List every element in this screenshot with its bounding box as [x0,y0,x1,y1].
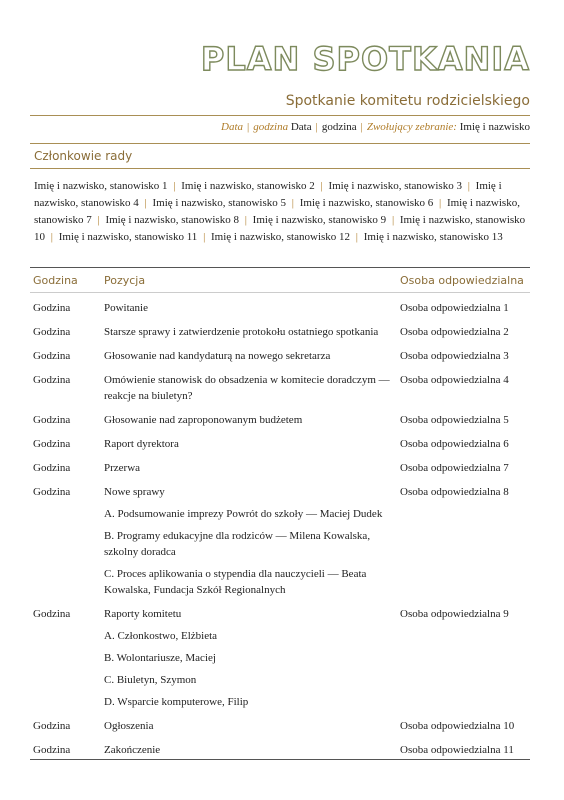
agenda-person: Osoba odpowiedzialna 8 [400,486,509,498]
agenda-person: Osoba odpowiedzialna 1 [400,302,509,314]
col-time-header: Godzina [33,273,78,287]
caller-label: Zwołujący zebranie: [366,121,457,133]
member-item: Imię i nazwisko, stanowisko 6 [299,197,434,209]
member-item: Imię i nazwisko, stanowisko 2 [181,180,315,192]
agenda-subitem: C. Biuletyn, Szymon [104,674,197,686]
agenda-row [30,317,530,341]
agenda-person: Osoba odpowiedzialna 5 [400,414,509,426]
agenda-item: Raporty komitetu [104,608,182,620]
members-list [34,178,530,246]
member-item: Imię i nazwisko, stanowisko 12 [211,231,351,243]
agenda-time: Godzina [33,608,71,620]
agenda-person: Osoba odpowiedzialna 10 [400,720,515,732]
agenda-person: Osoba odpowiedzialna 9 [400,608,509,620]
agenda-time: Godzina [33,374,71,386]
member-item: Imię i nazwisko, stanowisko 4 [34,180,502,209]
agenda-row [30,599,530,711]
agenda-row [30,365,530,405]
agenda-item: Głosowanie nad zaproponowanym budżetem [104,414,303,426]
agenda-item-cell [104,606,400,710]
member-item: Imię i nazwisko, stanowisko 1 [34,180,168,192]
agenda-person: Osoba odpowiedzialna 7 [400,462,509,474]
agenda-subitem: A. Podsumowanie imprezy Powrót do szkoły — Maciej Dudek [104,508,383,520]
col-item-header: Pozycja [104,273,146,287]
date-value: Data [290,121,312,133]
agenda-time: Godzina [33,438,71,450]
agenda-person: Osoba odpowiedzialna 6 [400,438,509,450]
agenda-item: Ogłoszenia [104,720,154,732]
agenda-row [30,341,530,365]
member-item: Imię i nazwisko, stanowisko 11 [58,231,198,243]
separator: | [355,231,358,243]
agenda-subitem: A. Członkostwo, Elżbieta [104,630,218,642]
agenda-person: Osoba odpowiedzialna 2 [400,326,509,338]
separator: | [244,214,247,226]
time-label: godzina [253,121,289,133]
agenda-time: Godzina [33,720,71,732]
agenda-item: Starsze sprawy i zatwierdzenie protokołu ostatniego spotkania [104,326,379,338]
agenda-item: Raport dyrektora [104,438,179,450]
agenda-time: Godzina [33,350,71,362]
separator: | [467,180,470,192]
agenda-item: Głosowanie nad kandydaturą na nowego sekretarza [104,350,331,362]
divider [30,759,530,760]
agenda-time: Godzina [33,744,71,756]
agenda-row [30,735,530,759]
agenda-item: Omówienie stanowisk do obsadzenia w komitecie doradczym — reakcje na biuletyn? [104,374,390,402]
agenda-time: Godzina [33,462,71,474]
divider [30,168,530,169]
agenda-item: Przerwa [104,462,141,474]
member-item: Imię i nazwisko, stanowisko 8 [105,214,239,226]
member-item: Imię i nazwisko, stanowisko 9 [252,214,387,226]
agenda-item-cell [104,348,400,364]
agenda-time: Godzina [33,326,71,338]
member-item: Imię i nazwisko, stanowisko 13 [363,231,503,243]
members-heading: Członkowie rady [34,149,133,163]
member-item: Imię i nazwisko, stanowisko 7 [34,197,520,226]
agenda-header [30,268,530,293]
agenda-row [30,429,530,453]
member-item: Imię i nazwisko, stanowisko 5 [152,197,287,209]
agenda-time: Godzina [33,414,71,426]
agenda-item-cell [104,484,400,598]
document-title: PLAN SPOTKANIA [200,40,530,78]
agenda-item-cell [104,300,400,316]
agenda-item: Zakończenie [104,744,161,756]
agenda-table [30,267,530,760]
agenda-person: Osoba odpowiedzialna 3 [400,350,509,362]
agenda-row [30,711,530,735]
separator: | [391,214,395,226]
time-value: godzina [321,121,357,133]
agenda-subitem: D. Wsparcie komputerowe, Filip [104,696,249,708]
agenda-row [30,453,530,477]
separator: | [173,180,176,192]
agenda-item-cell [104,436,400,452]
separator: | [320,180,323,192]
agenda-body [30,293,530,759]
divider [30,143,530,144]
agenda-item: Nowe sprawy [104,486,165,498]
member-item: Imię i nazwisko, stanowisko 10 [34,214,526,243]
separator: | [203,231,206,243]
agenda-item-cell [104,460,400,476]
separator: | [291,197,294,209]
agenda-item: Powitanie [104,302,148,314]
agenda-time: Godzina [33,302,71,314]
agenda-subitem: B. Wolontariusze, Maciej [104,652,216,664]
agenda-person: Osoba odpowiedzialna 11 [400,744,514,756]
agenda-item-cell [104,324,400,340]
separator: | [144,197,147,209]
agenda-time: Godzina [33,486,71,498]
date-label: Data [221,121,244,133]
document-subtitle: Spotkanie komitetu rodzicielskiego [285,93,530,109]
agenda-subitem: C. Proces aplikowania o stypendia dla nauczycieli — Beata Kowalska, Fundacja Szkół Regionalnych [104,568,367,596]
agenda-item-cell [104,372,400,404]
meeting-meta: Data | godzina Data | godzina | Zwołujący zebranie: Imię i nazwisko [221,121,530,133]
caller-value: Imię i nazwisko [459,121,530,133]
separator: | [438,197,442,209]
agenda-row [30,477,530,599]
separator: | [97,214,100,226]
agenda-item-cell [104,412,400,428]
agenda-row [30,405,530,429]
agenda-subitem: B. Programy edukacyjne dla rodziców — Milena Kowalska, szkolny doradca [104,530,371,558]
divider [30,115,530,116]
col-person-header: Osoba odpowiedzialna [400,273,524,287]
member-item: Imię i nazwisko, stanowisko 3 [328,180,462,192]
agenda-item-cell [104,742,400,758]
agenda-item-cell [104,718,400,734]
agenda-person: Osoba odpowiedzialna 4 [400,374,509,386]
separator: | [50,231,53,243]
agenda-row [30,293,530,317]
